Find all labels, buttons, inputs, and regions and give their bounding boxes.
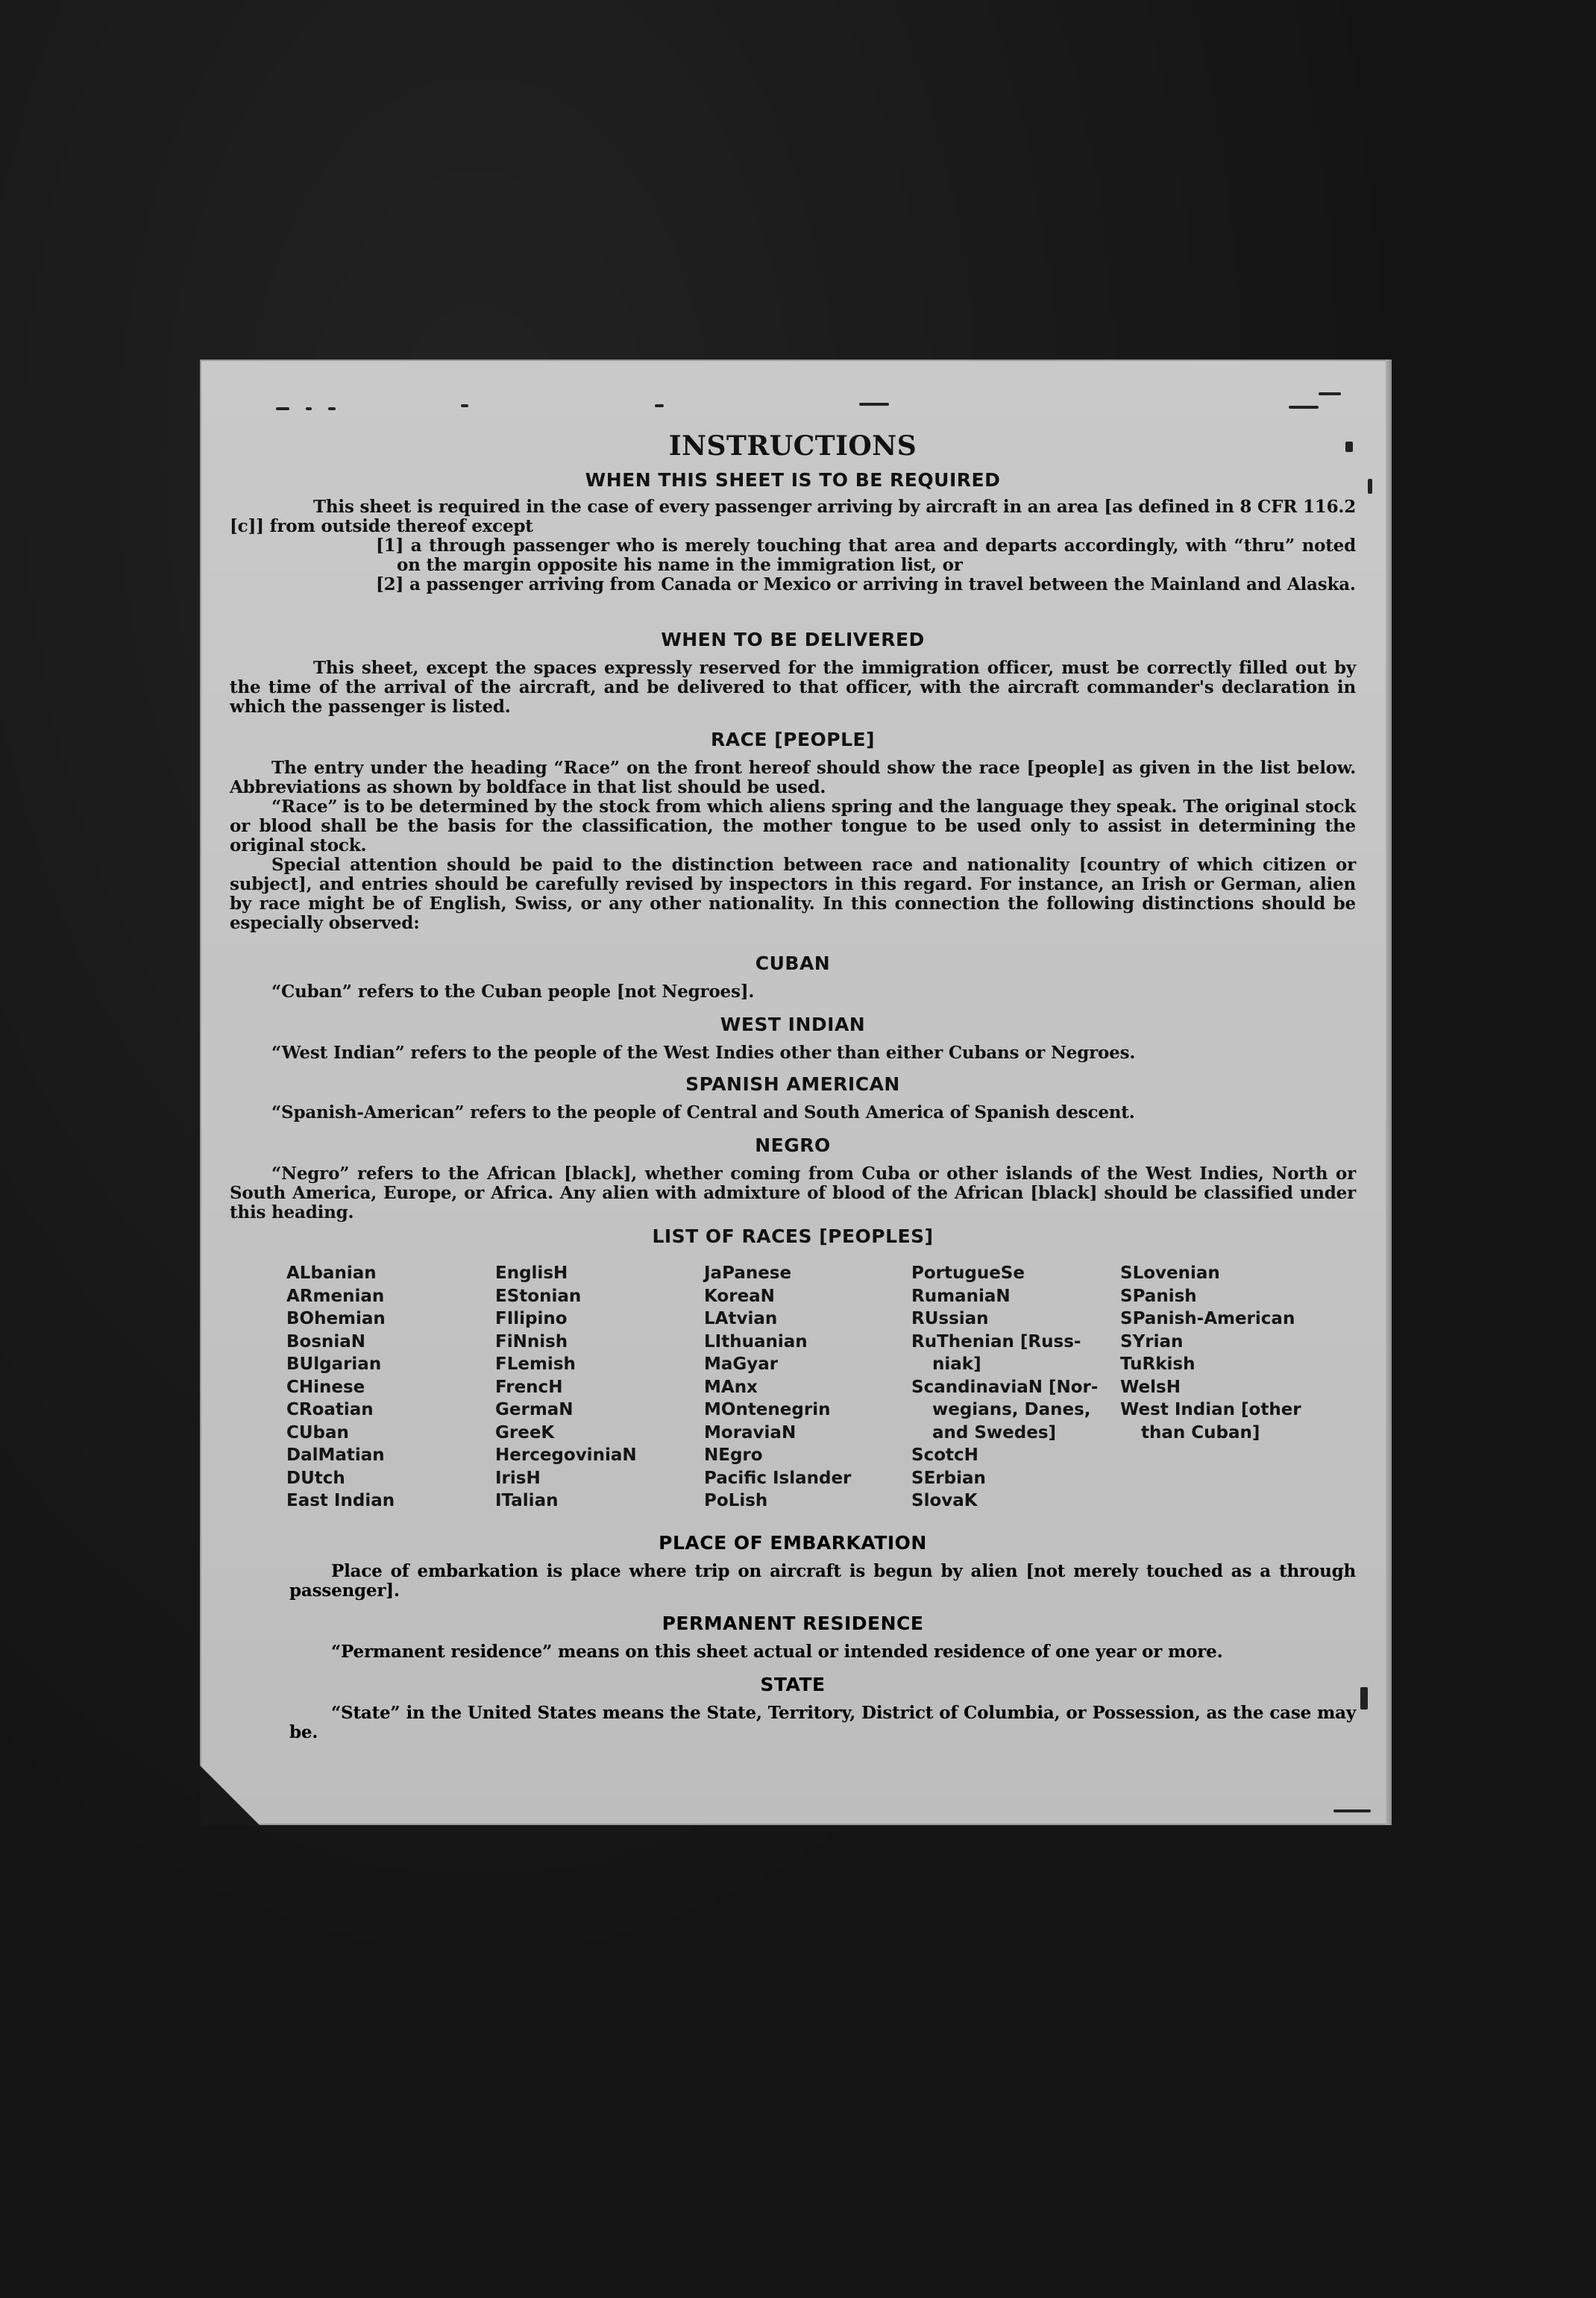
paragraph-race-1: The entry under the heading “Race” on the front hereof should show the race [people] as given in the list below. Abbreviations as shown by boldface in that list should be used. — [230, 758, 1356, 797]
race-item: and Swedes] — [932, 1422, 1057, 1442]
races-column-4 — [911, 1262, 1098, 1513]
race-item: MaGyar — [704, 1354, 779, 1374]
heading-embarkation: PLACE OF EMBARKATION — [659, 1532, 927, 1554]
races-column-2 — [495, 1262, 637, 1513]
race-item: Pacific Islander — [704, 1468, 852, 1488]
race-item: SPanish-American — [1120, 1309, 1295, 1328]
stray-mark — [1360, 1687, 1368, 1710]
race-item: EStonian — [495, 1286, 582, 1306]
race-item: niak] — [932, 1354, 981, 1374]
paragraph-required-item1: [1] a through passenger who is merely touching that area and departs accordingly, with “thru” noted on the margin opposite his name in the immigration list, or — [376, 536, 1356, 575]
race-item: DUtch — [286, 1468, 345, 1488]
race-item: WelsH — [1120, 1377, 1181, 1397]
stray-mark — [655, 404, 664, 407]
paragraph-race-2: “Race” is to be determined by the stock from which aliens spring and the language they speak. The original stock or blood shall be the basis for the classification, the mother tongue to be used only to assist in determining the original stock. — [230, 797, 1356, 856]
race-item: West Indian [other — [1120, 1400, 1301, 1419]
race-item: SPanish — [1120, 1286, 1197, 1306]
heading-state: STATE — [760, 1674, 826, 1695]
race-item: MOntenegrin — [704, 1400, 831, 1419]
race-item: FrencH — [495, 1377, 563, 1397]
stray-mark — [1368, 479, 1372, 494]
paragraph-west-indian: “West Indian” refers to the people of the West Indies other than either Cubans or Negroes. — [271, 1043, 1136, 1063]
race-item: CUban — [286, 1422, 349, 1442]
races-column-3 — [704, 1262, 851, 1513]
race-item: GreeK — [495, 1422, 555, 1442]
race-item: LAtvian — [704, 1309, 778, 1328]
race-item: NEgro — [704, 1445, 763, 1465]
heading-required: WHEN THIS SHEET IS TO BE REQUIRED — [585, 469, 1001, 491]
paragraph-negro: “Negro” refers to the African [black], whether coming from Cuba or other islands of the West Indies, North or South America, Europe, or Africa. Any alien with admixture of blood of the African [black] should be classified under this heading. — [230, 1164, 1356, 1222]
stray-mark — [276, 407, 289, 410]
heading-spanish-american: SPANISH AMERICAN — [685, 1073, 900, 1095]
race-item: BUlgarian — [286, 1354, 382, 1374]
race-item: SlovaK — [911, 1491, 978, 1510]
race-item: SYrian — [1120, 1331, 1184, 1352]
stray-mark — [306, 407, 312, 410]
race-item: ScotcH — [911, 1445, 978, 1465]
paragraph-residence: “Permanent residence” means on this sheet actual or intended residence of one year or more. — [331, 1642, 1223, 1662]
heading-race: RACE [PEOPLE] — [710, 729, 876, 750]
races-column-5 — [1120, 1262, 1301, 1444]
stray-mark — [328, 407, 336, 410]
race-item: East Indian — [286, 1491, 395, 1510]
heading-west-indian: WEST INDIAN — [720, 1014, 866, 1035]
race-item: JaPanese — [704, 1263, 792, 1283]
stray-mark — [1289, 406, 1319, 409]
paragraph-required-item2: [2] a passenger arriving from Canada or Mexico or arriving in travel between the Mainland and Alaska. — [376, 574, 1356, 594]
sheet-edge — [1386, 360, 1392, 1825]
race-item: FIlipino — [495, 1309, 568, 1328]
race-item: BOhemian — [286, 1309, 386, 1328]
race-item: SLovenian — [1120, 1263, 1220, 1283]
race-item: GermaN — [495, 1400, 574, 1419]
heading-delivered: WHEN TO BE DELIVERED — [661, 629, 925, 650]
stray-mark — [1333, 1809, 1371, 1812]
race-item: ALbanian — [286, 1263, 377, 1283]
stray-mark — [461, 404, 468, 407]
heading-cuban: CUBAN — [755, 952, 831, 974]
race-item: IrisH — [495, 1468, 541, 1488]
race-item: ScandinaviaN [Nor- — [911, 1377, 1099, 1397]
race-item: SErbian — [911, 1468, 986, 1488]
paragraph-delivered: This sheet, except the spaces expressly reserved for the immigration officer, must be correctly filled out by the time of the arrival of the aircraft, and be delivered to that officer, with the aircraft commander's declaration in which the passenger is listed. — [230, 658, 1356, 717]
race-item: RUssian — [911, 1309, 989, 1328]
paragraph-required-intro: This sheet is required in the case of every passenger arriving by aircraft in an area [as defined in 8 CFR 116.2 [c]] from outside thereof except — [230, 497, 1356, 536]
race-item: MAnx — [704, 1377, 758, 1397]
race-item: MoraviaN — [704, 1422, 797, 1442]
paragraph-spanish-american: “Spanish-American” refers to the people of Central and South America of Spanish descent. — [271, 1102, 1135, 1123]
race-item: RumaniaN — [911, 1286, 1011, 1306]
heading-list-of-races: LIST OF RACES [PEOPLES] — [652, 1225, 934, 1247]
races-column-1 — [286, 1262, 395, 1513]
folded-corner — [200, 1765, 260, 1825]
race-item: ITalian — [495, 1491, 559, 1510]
race-item: EnglisH — [495, 1263, 568, 1283]
race-item: than Cuban] — [1141, 1422, 1260, 1442]
race-item: FLemish — [495, 1354, 576, 1374]
race-item: HercegoviniaN — [495, 1445, 637, 1465]
heading-residence: PERMANENT RESIDENCE — [662, 1613, 924, 1634]
race-item: KoreaN — [704, 1286, 775, 1306]
paragraph-embarkation: Place of embarkation is place where trip on aircraft is begun by alien [not merely touched as a through passenger]. — [289, 1561, 1356, 1601]
race-item: PortugueSe — [911, 1263, 1025, 1283]
race-item: PoLish — [704, 1491, 768, 1510]
race-item: TuRkish — [1120, 1354, 1196, 1374]
race-item: BosniaN — [286, 1331, 366, 1352]
race-item: CHinese — [286, 1377, 365, 1397]
paragraph-state: “State” in the United States means the State, Territory, District of Columbia, or Possession, as the case may be. — [289, 1703, 1356, 1742]
paragraph-race-3: Special attention should be paid to the distinction between race and nationality [country of which citizen or subject], and entries should be carefully revised by inspectors in this regard. For instance, an Irish or German, alien by race might be of English, Swiss, or any other nationality. In this connection the following distinctions should be especially observed: — [230, 855, 1356, 933]
document-sheet — [200, 360, 1392, 1825]
race-item: ARmenian — [286, 1286, 385, 1306]
stray-mark — [859, 403, 889, 406]
heading-negro: NEGRO — [755, 1134, 831, 1156]
race-item: FiNnish — [495, 1331, 568, 1352]
stray-mark — [1319, 392, 1341, 395]
race-item: DalMatian — [286, 1445, 385, 1465]
paragraph-cuban: “Cuban” refers to the Cuban people [not Negroes]. — [271, 982, 755, 1002]
race-item: LIthuanian — [704, 1331, 808, 1352]
document-title: INSTRUCTIONS — [668, 430, 917, 462]
race-item: wegians, Danes, — [932, 1400, 1091, 1419]
race-item: CRoatian — [286, 1400, 374, 1419]
race-item: RuThenian [Russ- — [911, 1331, 1081, 1352]
